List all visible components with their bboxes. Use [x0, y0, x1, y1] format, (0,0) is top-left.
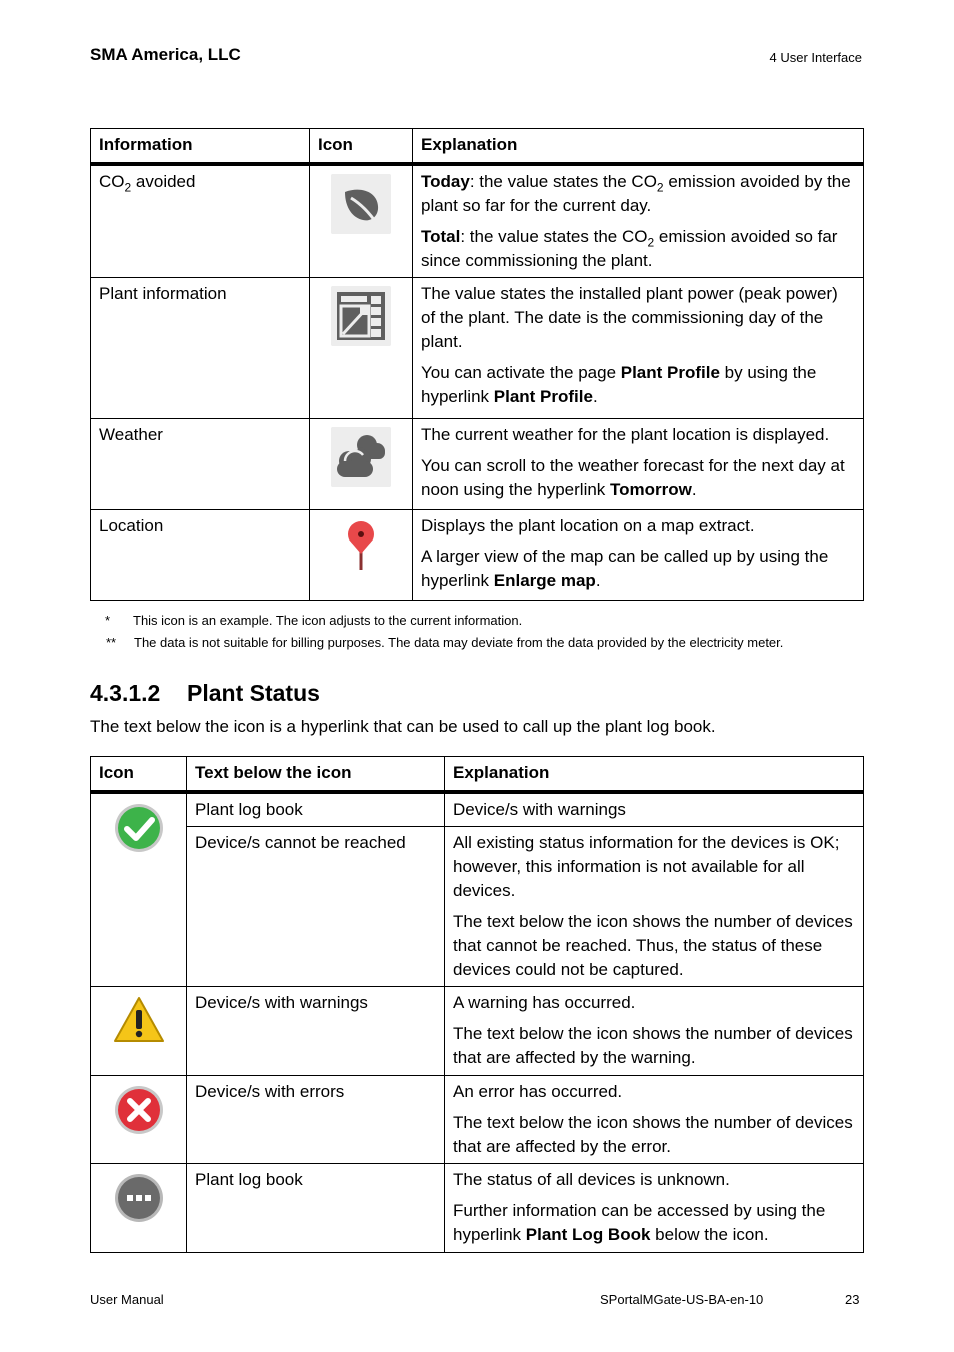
info-plant-information: Plant information [91, 277, 310, 418]
table-row [91, 1075, 864, 1163]
status-text-cannot-be-reached[interactable]: Device/s cannot be reached [187, 826, 445, 986]
weather-cloud-icon [331, 427, 391, 487]
leaf-icon [331, 174, 391, 234]
table-row [91, 418, 864, 509]
info-co2: $CO_2$ avoided [91, 164, 310, 278]
table-row [91, 826, 864, 986]
header-section: 4 User Interface [769, 50, 862, 65]
footer-doc-id: SPortalMGate-US-BA-en-10 [600, 1292, 764, 1307]
status-text-warnings[interactable]: Device/s with warnings [187, 986, 445, 1075]
status-text-plant-log-book[interactable]: Plant log book [187, 792, 445, 827]
explanation-plant-information: The value states the installed plant power (peak power) of the plant. The date is the commissioning day of the plant. You can activate the page Plant Profile by using the hyperlink Plant Profile. [413, 277, 864, 418]
col-header-information: Information [91, 129, 310, 164]
status-explanation: Device/s with warnings [445, 792, 864, 827]
explanation-co2: Today: the value states the $CO_2$ emission avoided by the plant so far for the current day. Total: the value states the $CO_2$ emission avoided so far since commissioning the plant. [413, 164, 864, 278]
error-x-icon [113, 1084, 165, 1136]
info-weather: Weather [91, 418, 310, 509]
col-header-text-below-icon: Text below the icon [187, 757, 445, 792]
page-number: 23 [845, 1292, 860, 1307]
col-header-icon: Icon [91, 757, 187, 792]
status-explanation: All existing status information for the devices is OK; however, this information is not available for all devices. The text below the icon shows the number of devices that cannot be reached. Thus, the status of these devices could not be captured. [445, 826, 864, 986]
footnote-2: ** The data is not suitable for billing purposes. The data may deviate from the data provided by the electricity meter. [106, 635, 784, 650]
ok-check-icon [113, 802, 165, 854]
section-intro: The text below the icon is a hyperlink that can be used to call up the plant log book. [90, 717, 716, 736]
table-row [91, 1163, 864, 1252]
unknown-status-icon [113, 1172, 165, 1224]
footer-manual: User Manual [90, 1292, 164, 1307]
info-table [90, 128, 864, 601]
table-row [91, 986, 864, 1075]
table-row [91, 164, 864, 278]
col-header-explanation: Explanation [413, 129, 864, 164]
status-table [90, 756, 864, 1253]
explanation-weather: The current weather for the plant location is displayed. You can scroll to the weather forecast for the next day at noon using the hyperlink Tomorrow. [413, 418, 864, 509]
col-header-explanation: Explanation [445, 757, 864, 792]
status-text-plant-log-book[interactable]: Plant log book [187, 1163, 445, 1252]
plant-info-icon [331, 286, 391, 346]
table-row [91, 509, 864, 600]
info-location: Location [91, 509, 310, 600]
footnote-1: * This icon is an example. The icon adjusts to the current information. [105, 613, 523, 628]
status-explanation: The status of all devices is unknown. Further information can be accessed by using the hyperlink Plant Log Book below the icon. [445, 1163, 864, 1252]
header-company: SMA America, LLC [90, 45, 241, 64]
col-header-icon: Icon [310, 129, 413, 164]
table-row [91, 277, 864, 418]
status-text-errors[interactable]: Device/s with errors [187, 1075, 445, 1163]
map-pin-icon [341, 518, 381, 574]
table-row [91, 792, 864, 827]
status-explanation: An error has occurred. The text below the icon shows the number of devices that are affected by the error. [445, 1075, 864, 1163]
section-heading: 4.3.1.2 Plant Status [90, 680, 320, 706]
status-explanation: A warning has occurred. The text below the icon shows the number of devices that are affected by the warning. [445, 986, 864, 1075]
warning-triangle-icon [112, 995, 166, 1045]
explanation-location: Displays the plant location on a map extract. A larger view of the map can be called up by using the hyperlink Enlarge map. [413, 509, 864, 600]
